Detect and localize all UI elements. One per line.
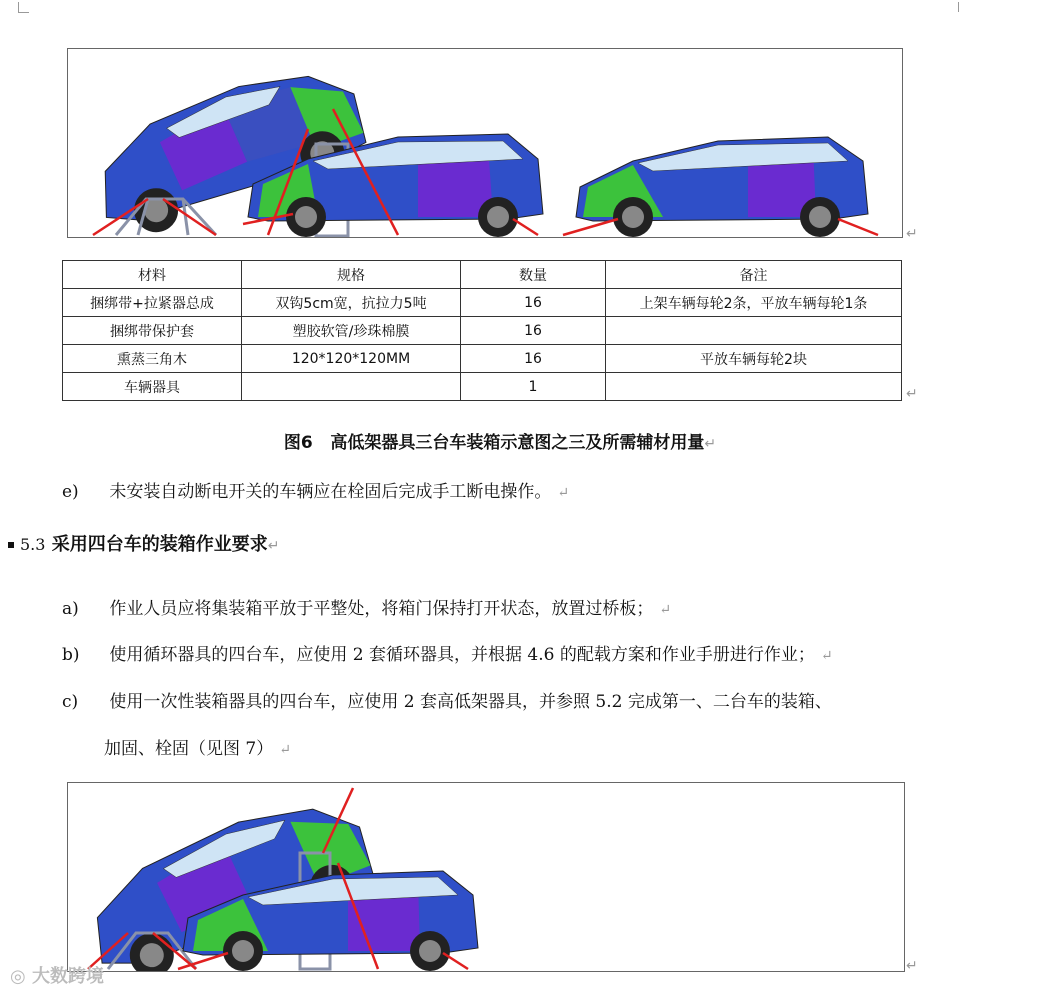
- table-row: [63, 317, 902, 345]
- figure-caption: [0, 428, 1000, 453]
- table-cell: 车辆器具: [63, 373, 242, 401]
- table-cell: 塑胶软管/珍珠棉膜: [242, 317, 461, 345]
- list-item-c-continuation: [104, 734, 291, 759]
- paragraph-mark: ↵: [279, 742, 291, 758]
- figure-caption-text: 图6 高低架器具三台车装箱示意图之三及所需辅材用量: [283, 433, 705, 453]
- watermark-logo-icon: ◎: [10, 966, 26, 987]
- list-item-text: 未安装自动断电开关的车辆应在栓固后完成手工断电操作。: [109, 482, 552, 502]
- table-cell: 双钩5cm宽，抗拉力5吨: [242, 289, 461, 317]
- list-item-text: 使用一次性装箱器具的四台车，应使用 2 套高低架器具，并参照 5.2 完成第一、二台车的装箱、: [109, 692, 832, 712]
- table-cell: [606, 373, 902, 401]
- table-row: [63, 289, 902, 317]
- paragraph-mark: ↵: [704, 436, 717, 452]
- section-number: 5.3: [20, 535, 46, 554]
- heading-bullet-icon: [8, 542, 14, 548]
- list-marker: c): [62, 692, 79, 712]
- table-header-row: [63, 261, 902, 289]
- table-cell: 捆绑带+拉紧器总成: [63, 289, 242, 317]
- table-cell: 16: [461, 289, 606, 317]
- car-loading-diagram-bottom: [68, 783, 904, 971]
- table-cell: 120*120*120MM: [242, 345, 461, 373]
- list-marker: e): [62, 482, 79, 502]
- list-item-e: [62, 477, 569, 502]
- list-marker: a): [62, 599, 79, 619]
- list-item-b: [62, 640, 833, 665]
- table-cell: 平放车辆每轮2块: [606, 345, 902, 373]
- table-header-cell: 数量: [461, 261, 606, 289]
- table-cell: 16: [461, 345, 606, 373]
- list-item-a: [62, 594, 671, 619]
- table-cell: 上架车辆每轮2条，平放车辆每轮1条: [606, 289, 902, 317]
- paragraph-mark: ↵: [267, 538, 280, 554]
- table-row: [63, 373, 902, 401]
- list-item-c: [62, 687, 832, 712]
- table-cell: [242, 373, 461, 401]
- crop-mark-top-right: [958, 2, 969, 12]
- car-loading-diagram-top: [68, 49, 902, 237]
- table-cell: 捆绑带保护套: [63, 317, 242, 345]
- list-item-text: 加固、栓固（见图 7）: [104, 739, 274, 759]
- table-header-cell: 材料: [63, 261, 242, 289]
- table-cell: [606, 317, 902, 345]
- watermark: [10, 962, 104, 988]
- materials-table: [62, 260, 902, 401]
- section-heading: [8, 530, 279, 556]
- list-marker: b): [62, 645, 80, 665]
- watermark-text: 大数跨境: [32, 966, 104, 987]
- table-cell: 熏蒸三角木: [63, 345, 242, 373]
- figure-top-frame: [67, 48, 903, 238]
- table-header-cell: 备注: [606, 261, 902, 289]
- crop-mark-top-left: [18, 2, 29, 13]
- table-cell: 1: [461, 373, 606, 401]
- paragraph-mark: ↵: [659, 602, 672, 618]
- list-item-text: 作业人员应将集装箱平放于平整处，将箱门保持打开状态，放置过桥板；: [109, 599, 654, 619]
- figure-bottom-frame: [67, 782, 905, 972]
- paragraph-mark: ↵: [557, 485, 570, 501]
- table-row: [63, 345, 902, 373]
- paragraph-mark: ↵: [906, 386, 918, 402]
- paragraph-mark: ↵: [820, 648, 833, 664]
- section-title: 采用四台车的装箱作业要求: [51, 534, 268, 555]
- table-cell: 16: [461, 317, 606, 345]
- list-item-text: 使用循环器具的四台车，应使用 2 套循环器具，并根据 4.6 的配载方案和作业手册进行作业；: [109, 645, 815, 665]
- car-flat-right: [576, 137, 868, 237]
- paragraph-mark: ↵: [906, 226, 918, 242]
- table-header-cell: 规格: [242, 261, 461, 289]
- paragraph-mark: ↵: [906, 958, 918, 974]
